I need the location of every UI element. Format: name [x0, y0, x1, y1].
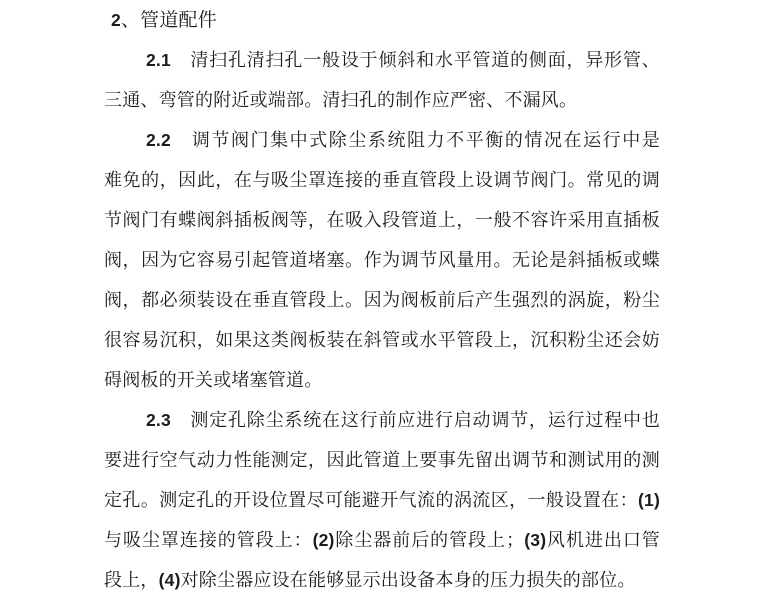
- section-number: 2.2: [146, 130, 171, 150]
- text-line: 2.2 调节阀门集中式除尘系统阻力不平衡的情况在运行中是: [146, 130, 660, 150]
- text-line: 阀，都必须装设在垂直管段上。因为阀板前后产生强烈的涡旋，粉尘: [104, 290, 660, 310]
- text-line: 节阀门有蝶阀斜插板阀等，在吸入段管道上，一般不容许采用直插板: [104, 210, 660, 230]
- heading-line: 2、管道配件: [111, 10, 217, 31]
- section-number: 2.1: [146, 50, 171, 70]
- section-number: (3): [524, 530, 547, 550]
- section-number: (1): [638, 490, 660, 510]
- text-line: 段上，(4)对除尘器应设在能够显示出设备本身的压力损失的部位。: [104, 570, 636, 590]
- text-line: 要进行空气动力性能测定，因此管道上要事先留出调节和测试用的测: [104, 450, 660, 470]
- text-line: 2.3 测定孔除尘系统在这行前应进行启动调节，运行过程中也: [146, 410, 660, 430]
- text-line: 与吸尘罩连接的管段上：(2)除尘器前后的管段上；(3)风机进出口管: [104, 530, 661, 550]
- text-line: 碍阀板的开关或堵塞管道。: [104, 370, 323, 390]
- section-number: 2: [111, 10, 121, 30]
- text-line: 阀，因为它容易引起管道堵塞。作为调节风量用。无论是斜插板或蝶: [104, 250, 660, 270]
- text-line: 很容易沉积，如果这类阀板装在斜管或水平管段上，沉积粉尘还会妨: [104, 330, 660, 350]
- section-number: 2.3: [146, 410, 171, 430]
- text-block: [104, 0, 660, 598]
- text-line: 难免的，因此，在与吸尘罩连接的垂直管段上设调节阀门。常见的调: [104, 170, 660, 190]
- text-line: 定孔。测定孔的开设位置尽可能避开气流的涡流区，一般设置在：(1): [104, 490, 660, 510]
- text-line: 三通、弯管的附近或端部。清扫孔的制作应严密、不漏风。: [104, 90, 578, 110]
- text-line: 2.1 清扫孔清扫孔一般设于倾斜和水平管道的侧面，异形管、: [146, 50, 660, 70]
- section-number: (2): [312, 530, 335, 550]
- section-number: (4): [158, 570, 181, 590]
